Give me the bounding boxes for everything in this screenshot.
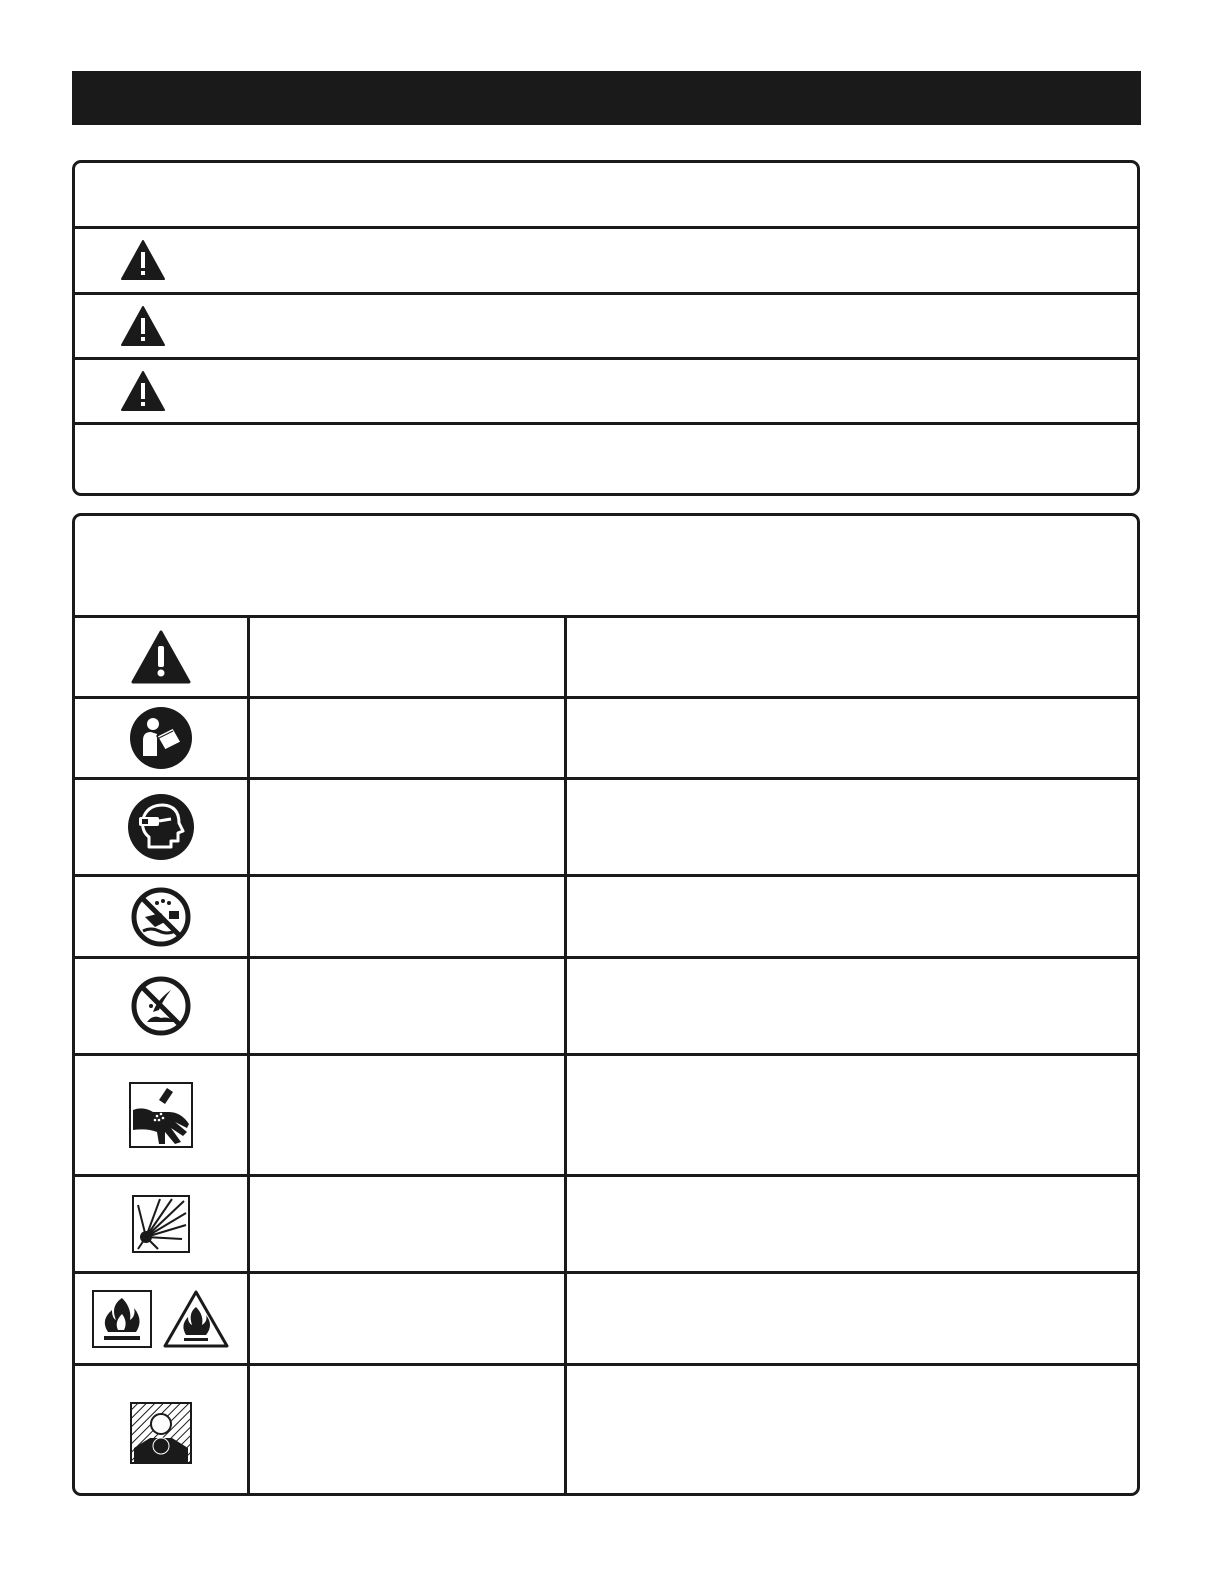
signal-words-panel: [72, 160, 1140, 496]
flammable-warning-icon: [162, 1289, 230, 1349]
fire-hazard-icons: [75, 1274, 247, 1363]
toxic-vapor-icon: [75, 1366, 247, 1496]
divider: [75, 226, 1137, 229]
flammable-icon: [92, 1290, 152, 1348]
explosion-icon: [75, 1177, 247, 1271]
read-manual-icon: [75, 699, 247, 777]
symbols-panel: [72, 513, 1140, 1496]
section-header-bar: [72, 71, 1141, 125]
divider: [75, 357, 1137, 360]
warning-triangle-icon: [119, 369, 167, 413]
safety-alert-icon: [75, 618, 247, 696]
eye-protection-icon: [75, 780, 247, 874]
no-swallowing-icon: [75, 959, 247, 1053]
divider: [75, 292, 1137, 295]
no-wet-conditions-icon: [75, 877, 247, 956]
skin-injection-icon: [75, 1056, 247, 1174]
warning-triangle-icon: [119, 304, 167, 348]
warning-triangle-icon: [119, 238, 167, 282]
divider: [75, 422, 1137, 425]
